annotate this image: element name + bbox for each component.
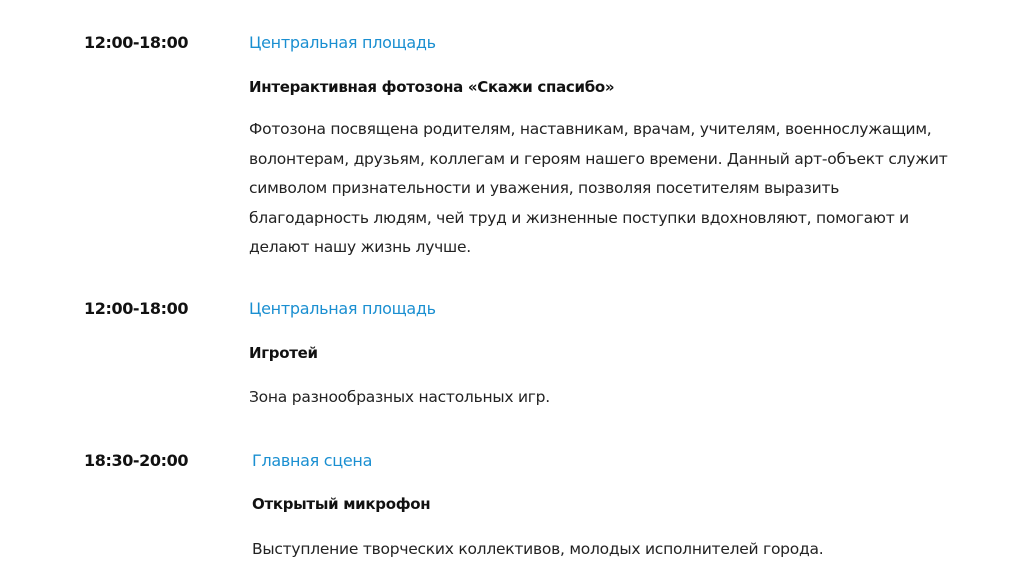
event-description bbox=[249, 115, 948, 263]
description-line: делают нашу жизнь лучше. bbox=[249, 238, 471, 256]
event-title: Открытый микрофон bbox=[252, 495, 431, 513]
description-line: благодарность людям, чей труд и жизненные поступки вдохновляют, помогают и bbox=[249, 208, 909, 227]
event-title: Игротей bbox=[249, 344, 318, 362]
event-time: 12:00-18:00 bbox=[84, 299, 189, 318]
event-time: 18:30-20:00 bbox=[84, 451, 189, 470]
event-place-link[interactable]: Центральная площадь bbox=[249, 299, 436, 318]
description-line: Зона разнообразных настольных игр. bbox=[249, 388, 550, 406]
event-description bbox=[249, 383, 550, 413]
description-line: Выступление творческих коллективов, молодых исполнителей города. bbox=[252, 540, 824, 558]
event-time: 12:00-18:00 bbox=[84, 33, 189, 52]
description-line: Фотозона посвящена родителям, наставникам, врачам, учителям, военнослужащим, bbox=[249, 120, 932, 138]
event-place-link[interactable]: Центральная площадь bbox=[249, 33, 436, 52]
description-line: символом признательности и уважения, позволяя посетителям выразить bbox=[249, 179, 840, 197]
description-line: волонтерам, друзьям, коллегам и героям нашего времени. Данный арт-объект служит bbox=[249, 149, 948, 168]
event-title: Интерактивная фотозона «Скажи спасибо» bbox=[249, 78, 615, 96]
event-place-link[interactable]: Главная сцена bbox=[252, 451, 373, 470]
event-description bbox=[252, 535, 823, 565]
